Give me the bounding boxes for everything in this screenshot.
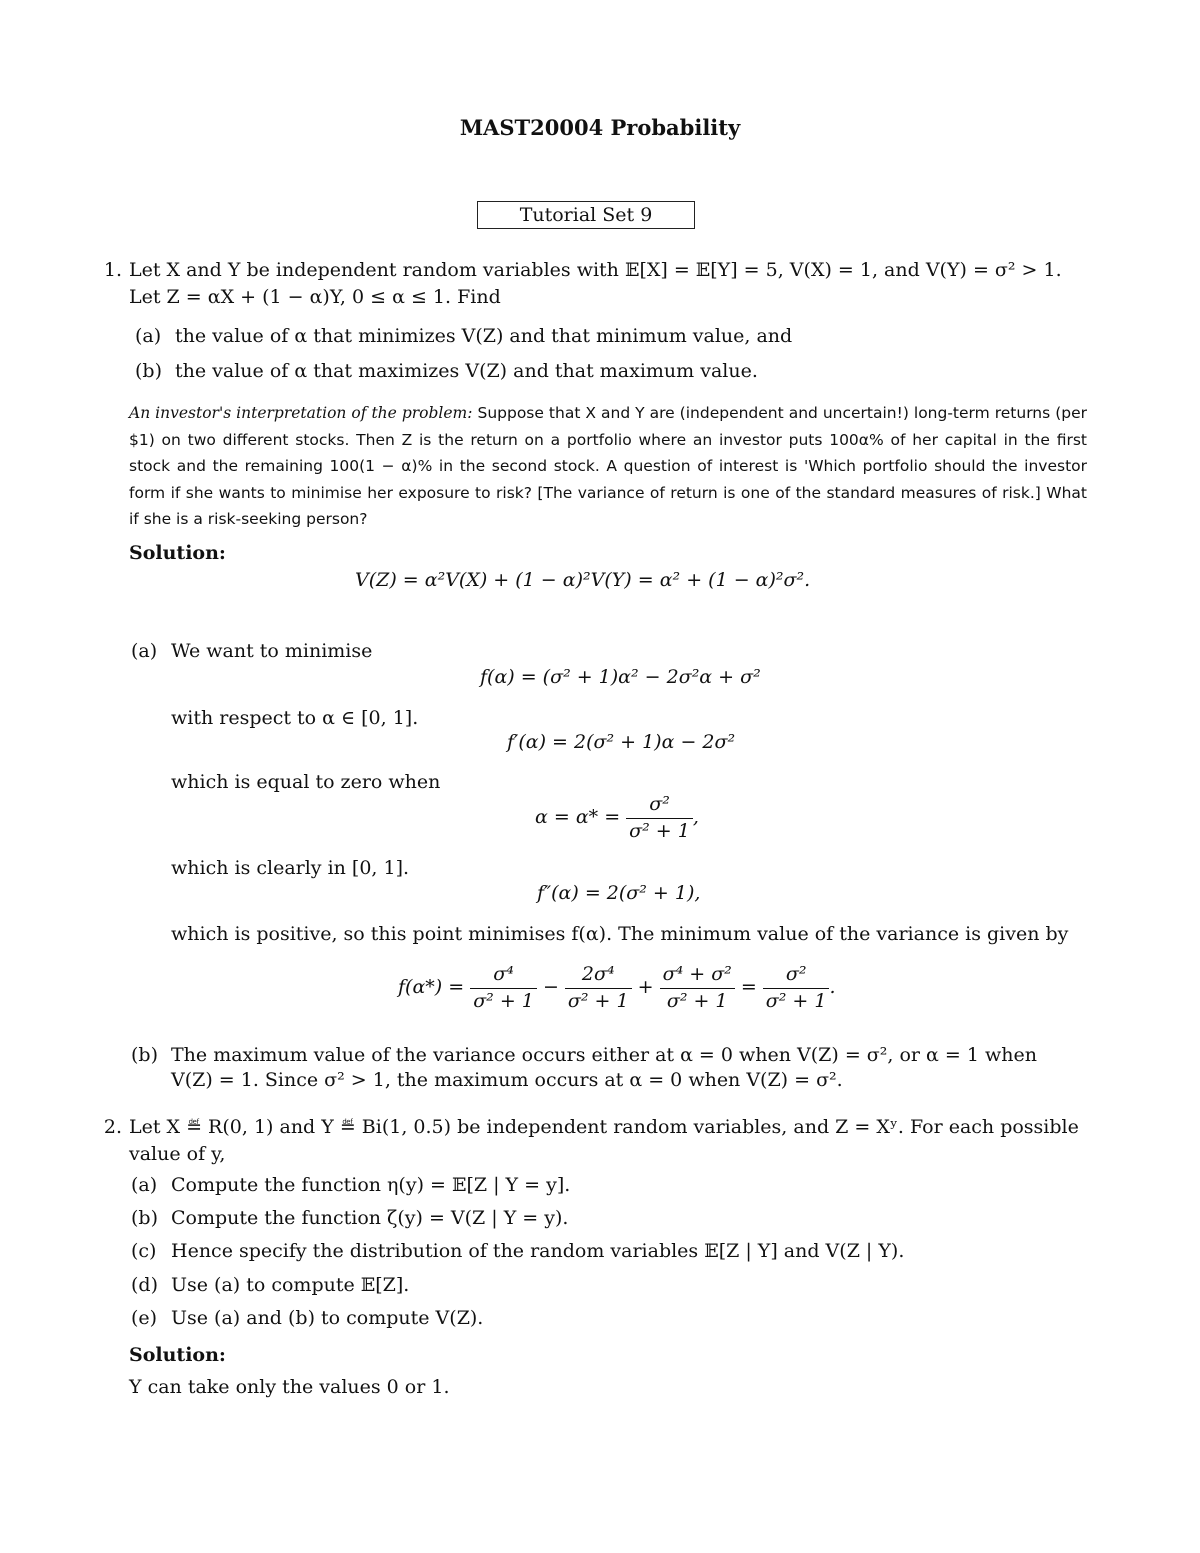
- question-1-part-a-text: the value of α that minimizes V(Z) and that minimum value, and: [175, 325, 793, 347]
- equation-f-double-prime: f″(α) = 2(σ² + 1),: [537, 882, 701, 904]
- question-2-part-b-label: (b): [131, 1207, 158, 1229]
- question-1-line-2: Let Z = αX + (1 − α)Y, 0 ≤ α ≤ 1. Find: [129, 286, 501, 308]
- alpha-star-comma: ,: [692, 806, 699, 829]
- investor-interpretation-text: Suppose that X and Y are (independent and uncertain!) long-term returns (per $1) on two different stocks. Then Z is the return on a portfolio where an investor puts 100α% of her capital in the first stock and the remaining 100(1 − α)% in the second stock. A question of interest is 'Which portfolio should the investor form if she wants to minimise her exposure to risk? [The variance of return is one of the standard measures of risk.] What if she is a risk-seeking person?: [129, 404, 1087, 528]
- f-min-operator-1: −: [542, 976, 559, 999]
- equation-variance-z: V(Z) = α²V(X) + (1 − α)²V(Y) = α² + (1 − α)²σ².: [355, 569, 811, 591]
- solution-part-a-text-5: which is positive, so this point minimises f(α). The minimum value of the variance is given by: [171, 923, 1069, 945]
- question-1-part-b-label: (b): [135, 360, 162, 382]
- f-min-term-3-numerator: σ⁴ + σ²: [662, 963, 732, 985]
- f-min-term-1-numerator: σ⁴: [493, 963, 514, 985]
- solution-part-b-label: (b): [131, 1044, 158, 1066]
- question-1-part-b-text: the value of α that maximizes V(Z) and that maximum value.: [175, 360, 758, 382]
- question-1-number: 1.: [103, 259, 122, 281]
- equation-alpha-star: [535, 792, 699, 844]
- question-2-number: 2.: [103, 1116, 122, 1138]
- solution-part-a-text-1: We want to minimise: [171, 640, 373, 662]
- alpha-star-lhs: α = α* =: [535, 806, 621, 829]
- f-min-term-1: [470, 962, 537, 1014]
- f-min-result-denominator: σ² + 1: [763, 988, 830, 1015]
- equation-f-prime: f′(α) = 2(σ² + 1)α − 2σ²: [507, 731, 736, 753]
- question-2-part-e-label: (e): [131, 1307, 158, 1329]
- solution-part-a-text-2: with respect to α ∈ [0, 1].: [171, 707, 419, 729]
- alpha-star-fraction: [626, 792, 693, 844]
- equation-f-min: [398, 962, 836, 1014]
- question-2-line-2: value of y,: [129, 1143, 226, 1165]
- question-2-part-d-label: (d): [131, 1274, 158, 1296]
- question-2-part-b-text: Compute the function ζ(y) = V(Z | Y = y).: [171, 1207, 569, 1229]
- question-1-line-1: Let X and Y be independent random variables with 𝔼[X] = 𝔼[Y] = 5, V(X) = 1, and V(Y) = σ² > 1.: [129, 259, 1062, 281]
- f-min-operator-2: +: [637, 976, 654, 999]
- f-min-period: .: [829, 976, 836, 999]
- solution-part-a-text-4: which is clearly in [0, 1].: [171, 857, 410, 879]
- f-min-result-numerator: σ²: [785, 963, 807, 985]
- question-1-part-a-label: (a): [135, 325, 162, 347]
- solution-part-a-label: (a): [131, 640, 158, 662]
- question-2-part-c-label: (c): [131, 1240, 157, 1262]
- question-1-solution-heading: Solution:: [129, 542, 226, 564]
- question-2-part-c-text: Hence specify the distribution of the random variables 𝔼[Z | Y] and V(Z | Y).: [171, 1240, 905, 1262]
- f-min-equals: =: [740, 976, 757, 999]
- question-2-part-a-text: Compute the function η(y) = 𝔼[Z | Y = y].: [171, 1174, 571, 1196]
- f-min-term-3: [660, 962, 735, 1014]
- f-min-term-2: [565, 962, 632, 1014]
- equation-f-alpha: f(α) = (σ² + 1)α² − 2σ²α + σ²: [480, 666, 761, 688]
- solution-part-b-text-2: V(Z) = 1. Since σ² > 1, the maximum occurs at α = 0 when V(Z) = σ².: [171, 1069, 843, 1091]
- investor-interpretation: [129, 400, 1087, 533]
- question-2-solution-text: Y can take only the values 0 or 1.: [129, 1376, 450, 1398]
- f-min-term-2-numerator: 2σ⁴: [581, 963, 615, 985]
- f-min-lhs: f(α*) =: [398, 976, 465, 999]
- solution-part-b-text-1: The maximum value of the variance occurs either at α = 0 when V(Z) = σ², or α = 1 when: [171, 1044, 1037, 1066]
- document-title: MAST20004 Probability: [459, 115, 741, 140]
- tutorial-set-box: Tutorial Set 9: [477, 201, 695, 229]
- question-2-part-d-text: Use (a) to compute 𝔼[Z].: [171, 1274, 410, 1296]
- alpha-star-denominator: σ² + 1: [626, 818, 693, 845]
- solution-part-a-text-3: which is equal to zero when: [171, 771, 441, 793]
- question-2-part-e-text: Use (a) and (b) to compute V(Z).: [171, 1307, 484, 1329]
- question-2-line-1: Let X ≝ R(0, 1) and Y ≝ Bi(1, 0.5) be independent random variables, and Z = Xʸ. For each possible: [129, 1116, 1079, 1138]
- f-min-term-1-denominator: σ² + 1: [470, 988, 537, 1015]
- question-2-solution-heading: Solution:: [129, 1344, 226, 1366]
- f-min-term-3-denominator: σ² + 1: [660, 988, 735, 1015]
- question-2-part-a-label: (a): [131, 1174, 158, 1196]
- f-min-result: [763, 962, 830, 1014]
- f-min-term-2-denominator: σ² + 1: [565, 988, 632, 1015]
- alpha-star-numerator: σ²: [649, 793, 670, 815]
- investor-interpretation-lead: An investor's interpretation of the problem:: [129, 404, 473, 422]
